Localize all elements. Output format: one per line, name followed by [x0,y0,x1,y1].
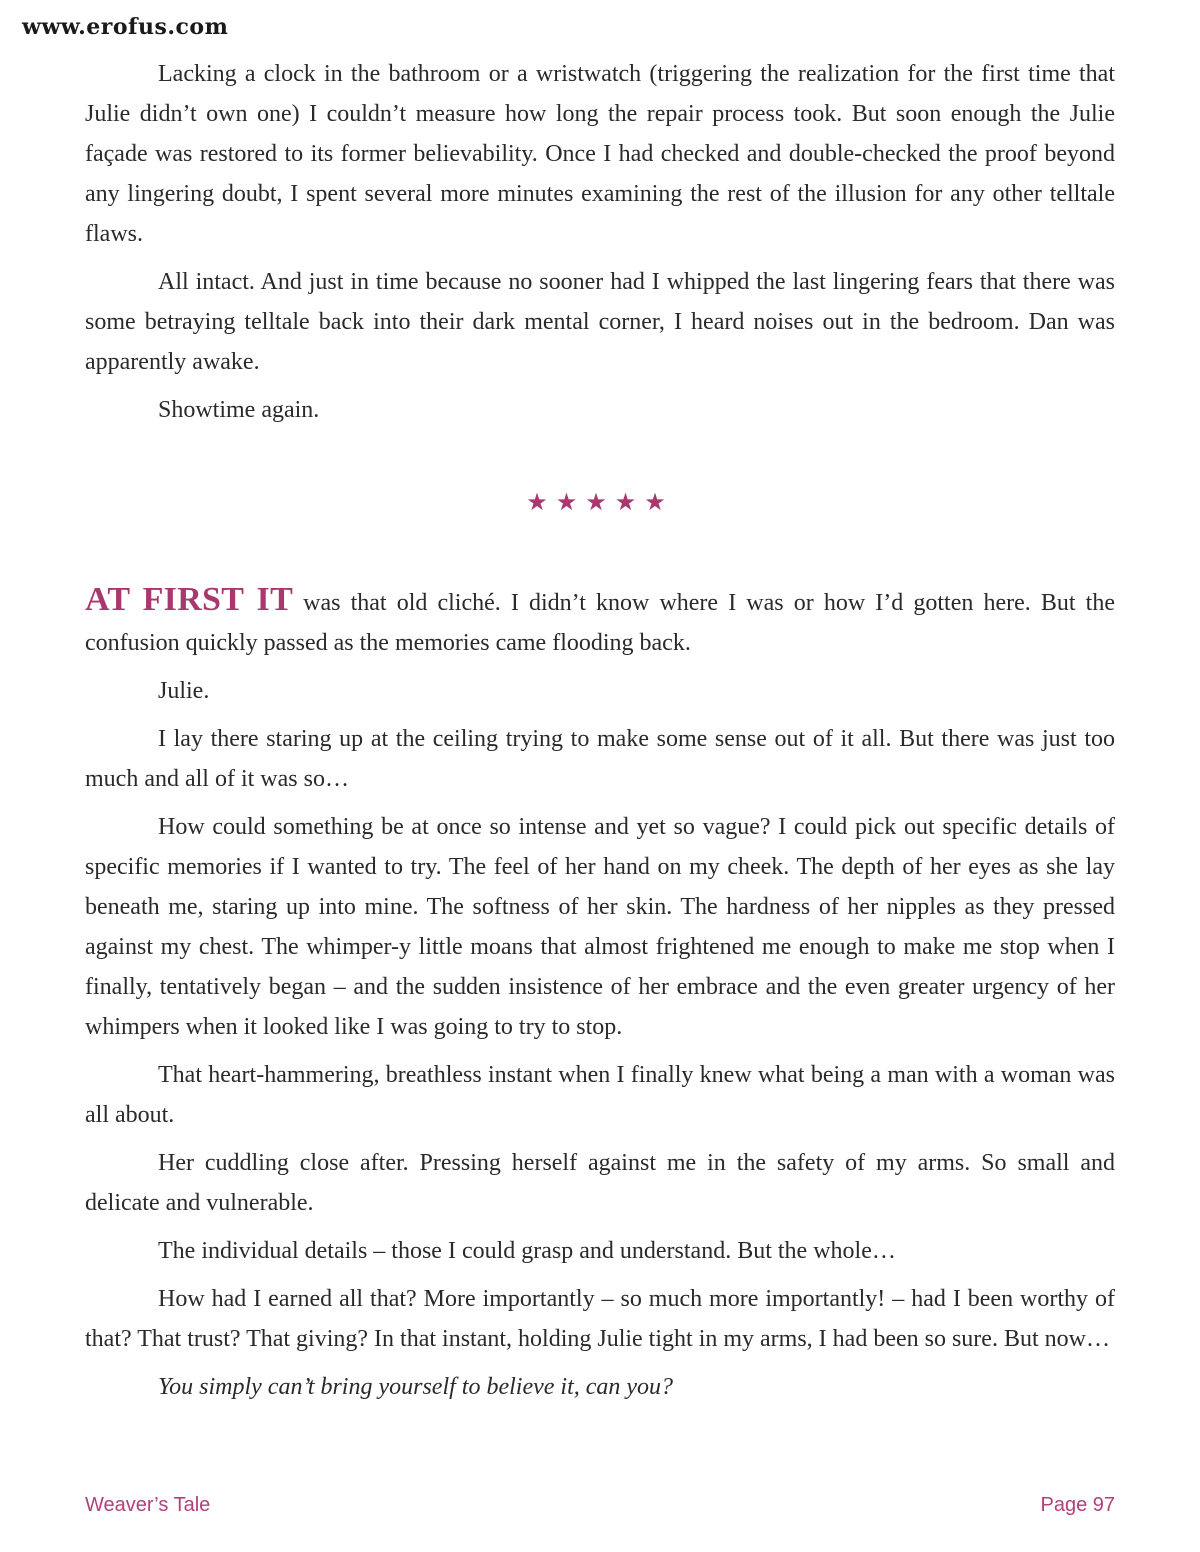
paragraph: The individual details – those I could grasp and understand. But the whole… [158,1238,896,1264]
italic-thought: You simply can’t bring yourself to believe it, can you? [158,1374,674,1400]
paragraph: I lay there staring up at the ceiling trying to make some sense out of it all. But there was just too much and all of it was so… [85,726,1115,792]
paragraph: That heart-hammering, breathless instant when I finally knew what being a man with a woman was all about. [85,1062,1115,1128]
spacer [85,438,1115,488]
opening-small-caps: AT FIRST IT [85,581,294,618]
paragraph: Julie. [158,678,210,704]
paragraph: How had I earned all that? More importantly – so much more importantly! – had I been worthy of that? That trust? That giving? In that instant, holding Julie tight in my arms, I had been so sure. But now… [85,1286,1115,1352]
opening-text: was that old cliché. I didn’t know where I was or how I’d gotten here. But the confusion quickly passed as the memories came flooding back. [85,590,1115,656]
footer-book-title: Weaver’s Tale [85,1494,211,1516]
section-opening-paragraph [85,580,1115,663]
watermark: www.erofus.com [22,14,229,40]
page-body [85,54,1115,1415]
section-separator-stars: ★★★★★ [526,488,674,516]
paragraph: How could something be at once so intense and yet so vague? I could pick out specific details of specific memories if I wanted to try. The feel of her hand on my cheek. The depth of her eyes as she lay beneath me, staring up into mine. The softness of her skin. The hardness of her nipples as they pressed against my chest. The whimper-y little moans that almost frightened me enough to make me stop when I finally, tentatively began – and the sudden insistence of her embrace and the even greater urgency of her whimpers when it looked like I was going to try to stop. [85,814,1115,1040]
paragraph: Showtime again. [158,397,320,423]
footer-page-number: Page 97 [1040,1494,1115,1516]
paragraph: Her cuddling close after. Pressing herself against me in the safety of my arms. So small and delicate and vulnerable. [85,1150,1115,1216]
paragraph: All intact. And just in time because no sooner had I whipped the last lingering fears that there was some betraying telltale back into their dark mental corner, I heard noises out in the bedroom. Dan was apparently awake. [85,269,1115,375]
paragraph: Lacking a clock in the bathroom or a wristwatch (triggering the realization for the first time that Julie didn’t own one) I couldn’t measure how long the repair process took. But soon enough the Julie façade was restored to its former believability. Once I had checked and double-checked the proof beyond any lingering doubt, I spent several more minutes examining the rest of the illusion for any other telltale flaws. [85,61,1115,247]
spacer [85,528,1115,580]
